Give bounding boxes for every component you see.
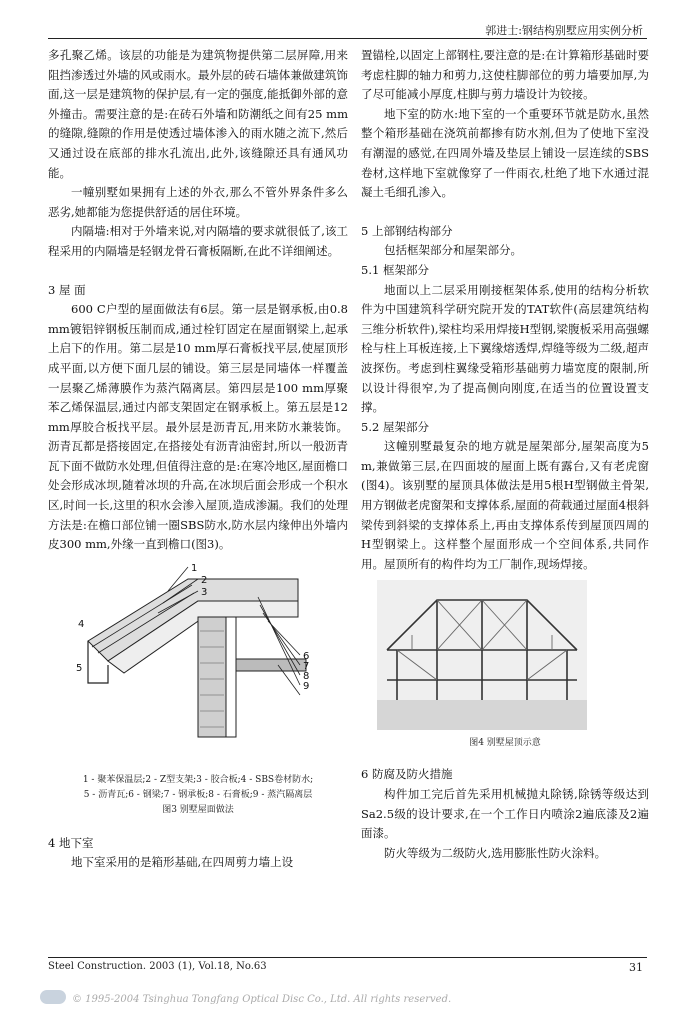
paragraph: 内隔墙:相对于外墙来说,对内隔墙的要求就很低了,该工程采用的内隔墙是轻钢龙骨石膏板隔断,在此不详细阐述。	[48, 224, 348, 258]
section-heading-3: 3 屋 面	[48, 282, 86, 297]
section-heading-5-1: 5.1 框架部分	[361, 262, 429, 277]
paragraph: 地下室采用的是箱形基础,在四周剪力墙上设	[71, 855, 294, 870]
fig3-label: 8	[303, 670, 310, 682]
running-header: 郭进士:钢结构别墅应用实例分析	[485, 24, 643, 37]
page-number: 31	[629, 961, 643, 974]
publisher-logo-icon	[40, 990, 66, 1004]
section-heading-6: 6 防腐及防火措施	[361, 767, 453, 782]
header-rule	[48, 38, 647, 39]
fig3-label: 4	[78, 618, 85, 630]
fig3-label: 7	[303, 660, 310, 672]
steel-beam	[236, 659, 306, 671]
section-heading-4: 4 地下室	[48, 835, 94, 850]
figure-3-legend: 1 - 聚苯保温层;2 - Z型支架;3 - 胶合板;4 - SBS卷材防水;	[82, 774, 314, 785]
left-column	[48, 46, 348, 873]
journal-citation: Steel Construction. 2003 (1), Vol.18, No.63	[48, 961, 267, 972]
paragraph: 一幢别墅如果拥有上述的外衣,那么不管外界条件多么恶劣,她都能为您提供舒适的居住环境。	[48, 185, 348, 219]
fig3-label: 6	[303, 650, 310, 662]
figure-4-caption: 图4 别墅屋顶示意	[469, 738, 541, 749]
paragraph: 地下室的防水:地下室的一个重要环节就是防水,虽然整个箱形基础在浇筑前都掺有防水剂,但为了使地下室没有潮湿的感觉,在四周外墙及垫层上铺设一层连续的SBS卷材,这样地下室就像穿了一件雨衣,杜绝了地下水通过混凝土毛细孔渗入。	[361, 106, 649, 200]
paragraph: 防火等级为二级防火,选用膨胀性防火涂料。	[384, 845, 607, 860]
fig3-label: 3	[201, 586, 208, 598]
paragraph: 这幢别墅最复杂的地方就是屋架部分,屋架高度为5 m,兼做第三层,在四面坡的屋面上既有露台,又有老虎窗(图4)。该别墅的屋顶具体做法是用5根H型钢做主骨架,用方钢做老虎窗架和支撑体系,屋面的荷载通过屋面4根斜梁传到斜梁的支撑体系上,再由支撑体系传到屋顶四周的H型钢梁上。这样整个屋面形成一个空间体系,共同作用。屋顶所有的构件均为工厂制作,现场焊接。	[361, 439, 649, 571]
figure-3-legend: 5 - 沥青瓦;6 - 钢梁;7 - 钢承板;8 - 石膏板;9 - 蒸汽隔离层	[83, 789, 313, 800]
figure-3-roof-section	[48, 561, 348, 773]
roof-section-drawing	[48, 561, 348, 773]
paragraph: 构件加工完后首先采用机械抛丸除锈,除锈等级达到Sa2.5级的设计要求,在一个工作日内喷涂2遍底漆及2遍面漆。	[361, 787, 649, 841]
paragraph: 地面以上二层采用刚接框架体系,使用的结构分析软件为中国建筑科学研究院开发的TAT软件(高层建筑结构三维分析软件),梁柱均采用焊接H型钢,梁腹板采用高强螺栓与柱上耳板连接,上下翼缘熔透焊,焊缝等级为二级,超声波探伤。考虑到柱翼缘受箱形基础剪力墙宽度的限制,所以设计得很窄,为了提高侧向刚度,在适当的位置设置支撑。	[361, 282, 649, 415]
roof-frame-drawing	[377, 580, 587, 730]
figure-3-caption: 图3 别墅屋面做法	[162, 804, 234, 815]
fig3-label: 1	[191, 562, 198, 574]
wall-section	[198, 617, 226, 737]
section-heading-5: 5 上部钢结构部分	[361, 223, 453, 238]
paragraph: 多孔聚乙烯。该层的功能是为建筑物提供第二层屏障,用来阻挡渗透过外墙的风或雨水。最外层的砖石墙体兼做建筑饰面,这一层是建筑物的保护层,有一定的强度,能抵御外部的意外撞击。需要注意的是:在砖石外墙和防潮纸之间有25 mm的缝隙,缝隙的作用是使透过墙体渗入的雨水随之流下,然后又通过设在底部的排水孔流出,此外,该缝隙还具有通风功能。	[48, 48, 348, 180]
section-heading-5-2: 5.2 屋架部分	[361, 419, 429, 434]
footer-rule	[48, 957, 647, 958]
paragraph: 置锚栓,以固定上部钢柱,要注意的是:在计算箱形基础时要考虑柱脚的轴力和剪力,这使柱脚部位的剪力墙要加厚,为了尽可能减小厚度,柱脚与剪力墙设计为铰接。	[361, 48, 649, 102]
right-column	[361, 46, 649, 863]
fig3-label: 9	[303, 680, 310, 692]
fig3-label: 5	[76, 662, 83, 674]
paragraph: 600 C户型的屋面做法有6层。第一层是钢承板,由0.8 mm镀铝锌钢板压制而成,通过栓钉固定在屋面钢梁上,起承上启下的作用。第二层是10 mm厚石膏板找平层,使屋顶形成平面,以方便下面几层的铺设。第三层是同墙体一样覆盖一层聚乙烯薄膜作为蒸汽隔离层。第四层是100 mm厚聚苯乙烯保温层,通过内部支架固定在钢承板上。第五层是12 mm厚胶合板找平层。最外层是沥青瓦,用来防水兼装饰。沥青瓦都是搭接固定,在搭接处有沥青油密封,所以一般沥青瓦下面不做防水处理,但值得注意的是:在寒冷地区,屋面檐口处会形成冰坝,随着冰坝的升高,在冰坝后面会形成一个积水区,时间一长,这里的积水会渗入屋顶,造成渗漏。我们的处理方法是:在檐口部位铺一圈SBS防水,防水层内缘伸出外墙内皮300 mm,外缘一直到檐口(图3)。	[48, 302, 348, 552]
figure-4-roof-frame-photo	[377, 580, 587, 730]
copyright-notice: © 1995-2004 Tsinghua Tongfang Optical Disc Co., Ltd. All rights reserved.	[72, 994, 452, 1005]
paragraph: 包括框架部分和屋架部分。	[384, 243, 522, 258]
fig3-label: 2	[201, 574, 208, 586]
